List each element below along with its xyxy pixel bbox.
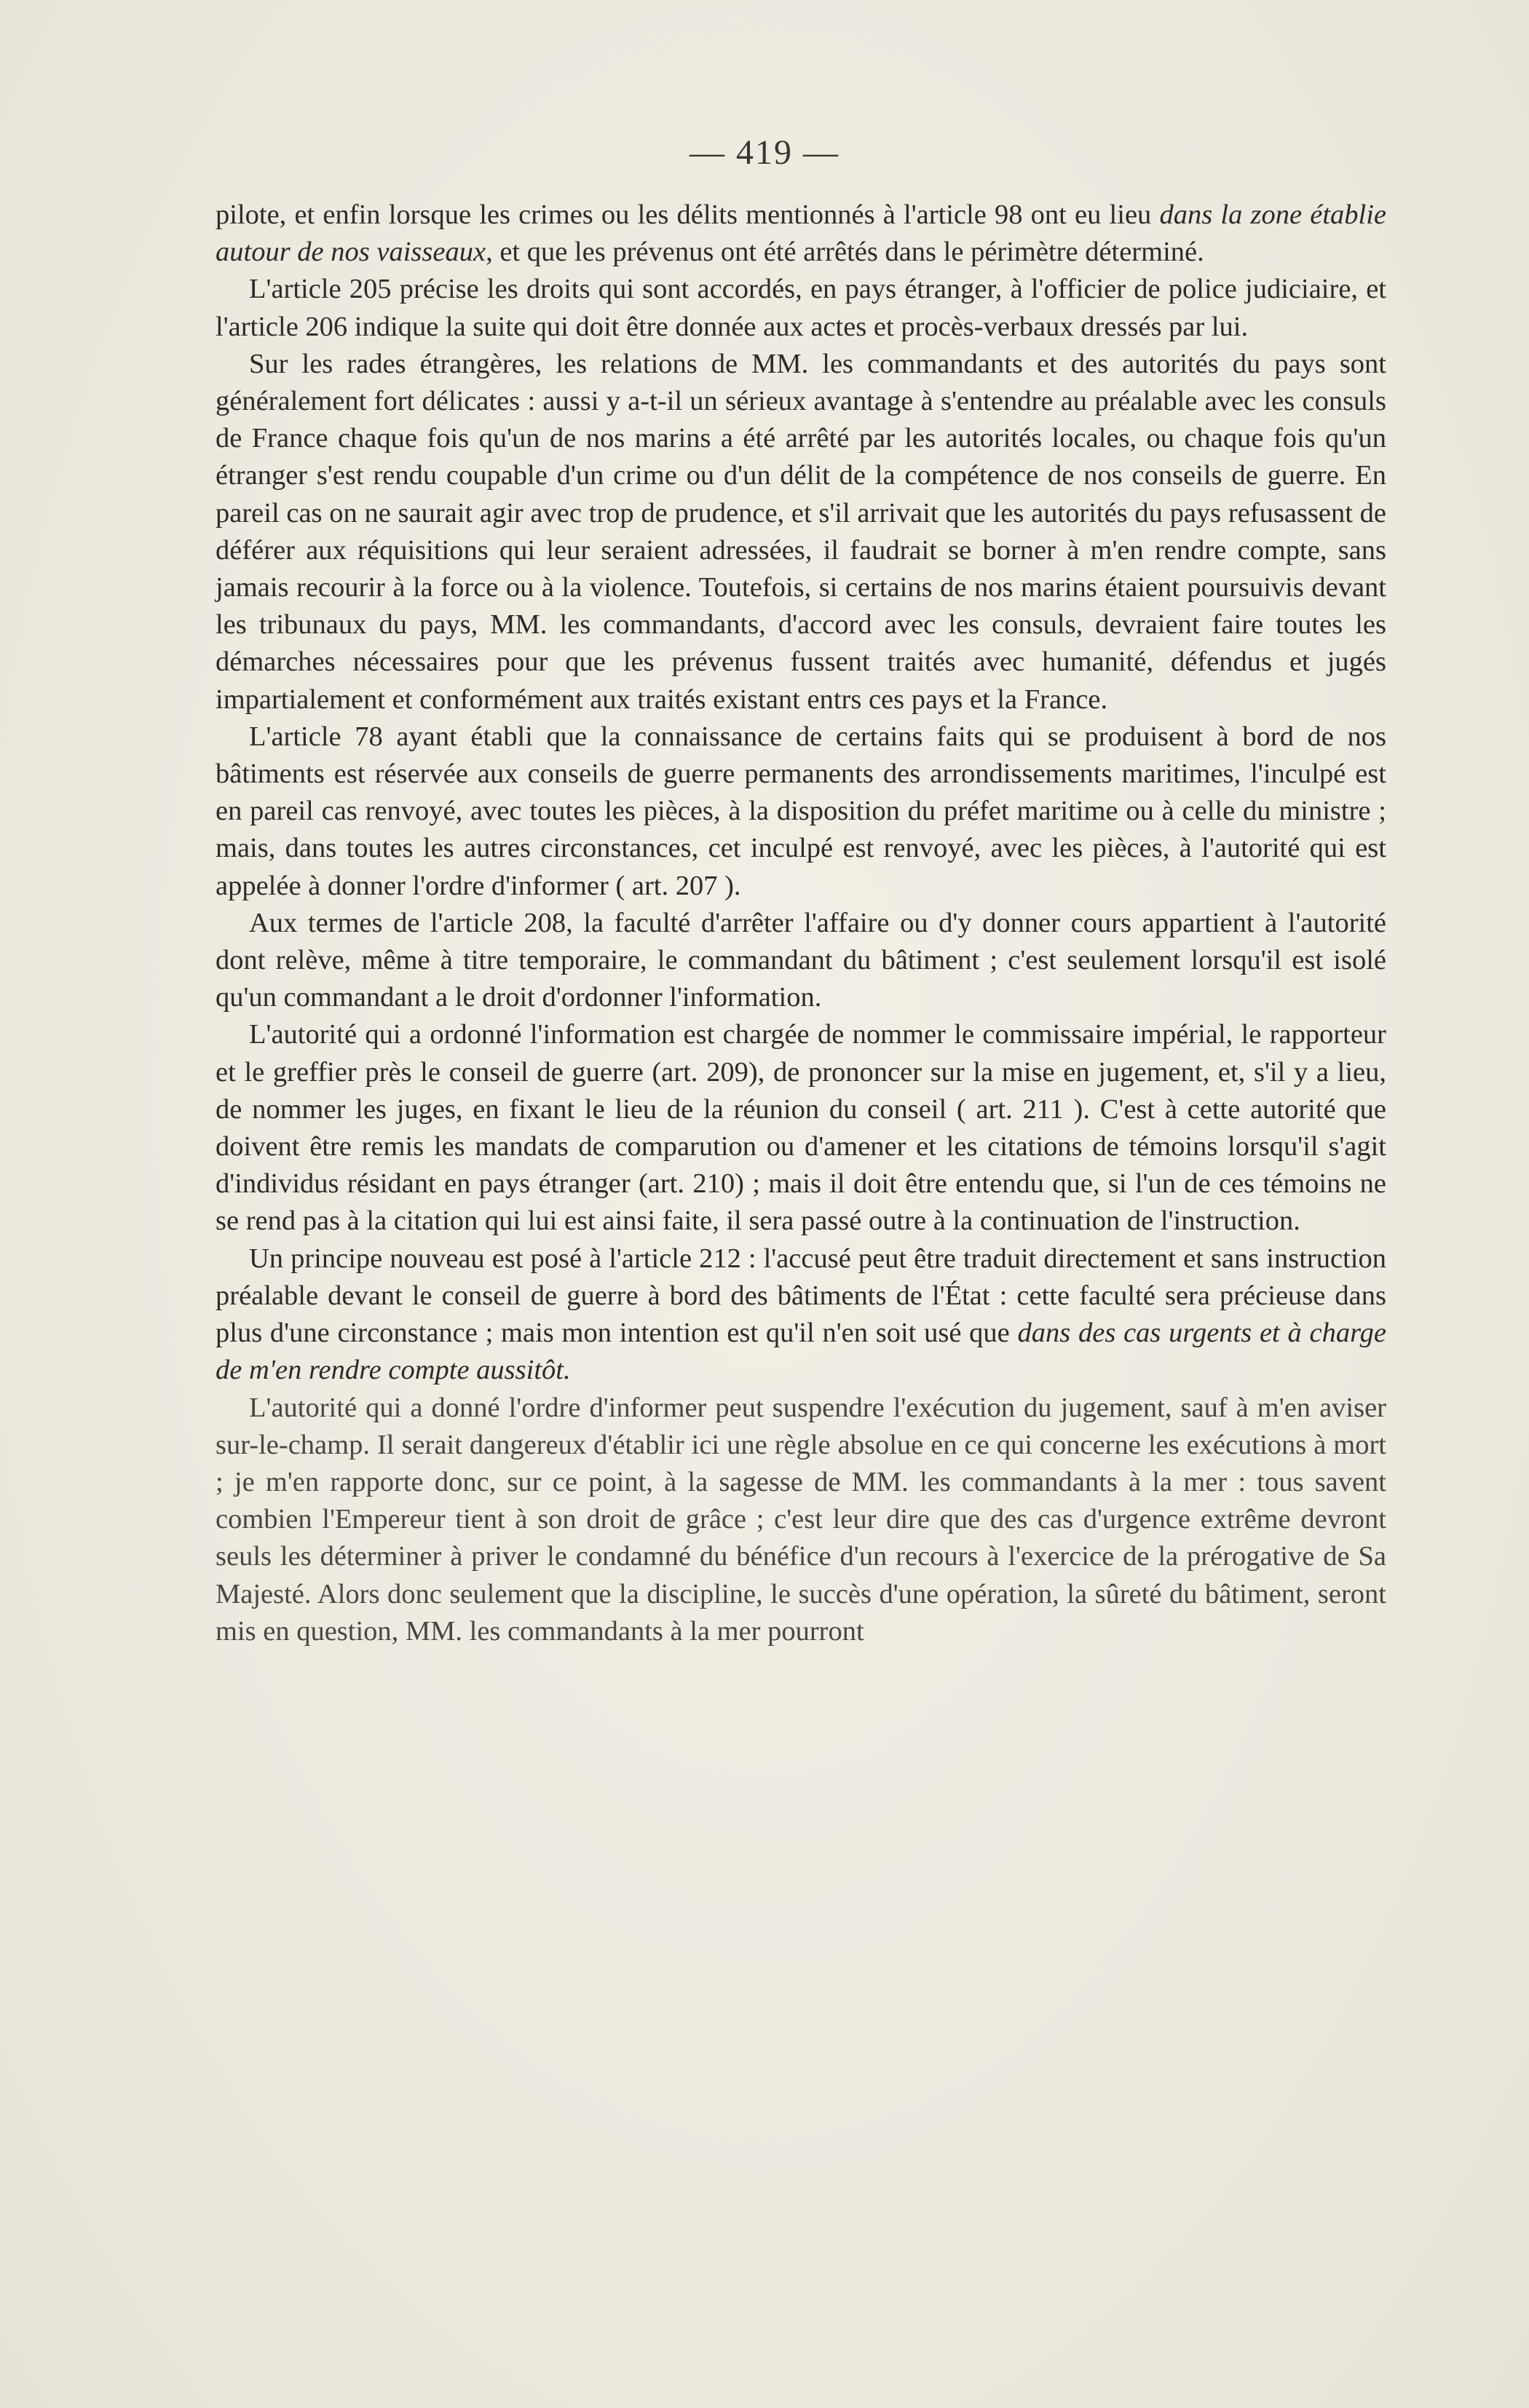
paragraph <box>216 905 1386 1017</box>
text-run: L'autorité qui a donné l'ordre d'informer peut suspendre l'exécution du jugement, sauf à m'en aviser sur-le-champ. Il serait dangereux d'établir ici une règle absolue en ce qui concerne les exécutions à mort ; je m'en rapporte donc, sur ce point, à la sagesse de MM. les commandants à la mer : tous savent combien l'Empereur tient à son droit de grâce ; c'est leur dire que des cas d'urgence extrême devront seuls les déterminer à priver le condamné du bénéfice d'un recours à l'exercice de la prérogative de Sa Majesté. Alors donc seulement que la discipline, le succès d'une opération, la sûreté du bâtiment, seront mis en question, MM. les commandants à la mer pourront <box>216 1392 1386 1647</box>
paragraph <box>216 197 1386 271</box>
text-run: Un principe nouveau est posé à l'article 212 : l'accusé peut être traduit directement et sans instruction préalable devant le conseil de guerre à bord des bâtiments de l'État : cette faculté sera précieuse dans plus d'une circonstance ; mais mon intention est qu'il n'en soit usé que <box>216 1243 1386 1349</box>
text-run: Sur les rades étrangères, les relations de MM. les commandants et des autorités du pays sont généralement fort délicates : aussi y a-t-il un sérieux avantage à s'entendre au préalable avec les consuls de France chaque fois qu'un de nos marins a été arrêté par les autorités locales, ou chaque fois qu'un étranger s'est rendu coupable d'un crime ou d'un délit de la compétence de nos conseils de guerre. En pareil cas on ne saurait agir avec trop de prudence, et s'il arrivait que les autorités du pays refusassent de déférer aux réquisitions qui leur seraient adressées, il faudrait se borner à m'en rendre compte, sans jamais recourir à la force ou à la violence. Toutefois, si certains de nos marins étaient poursuivis devant les tribunaux du pays, MM. les commandants, d'accord avec les consuls, devraient faire toutes les démarches nécessaires pour que les prévenus fussent traités avec humanité, défendus et jugés impartialement et conformément aux traités existant entrs ces pays et la France. <box>216 348 1386 715</box>
paragraph <box>216 1390 1386 1650</box>
body-text <box>216 197 1386 1650</box>
paragraph <box>216 346 1386 718</box>
italic-text: dans la zone établie autour de nos vaisseaux <box>216 199 1386 268</box>
text-run: pilote, et enfin lorsque les crimes ou les délits mentionnés à l'article 98 ont eu lieu <box>216 199 1160 230</box>
text-run: , et que les prévenus ont été arrêtés dans le périmètre déterminé. <box>486 237 1204 268</box>
text-run: L'article 205 précise les droits qui sont accordés, en pays étranger, à l'officier de police judiciaire, et l'article 206 indique la suite qui doit être donnée aux actes et procès-verbaux dressés par lui. <box>216 274 1386 342</box>
paragraph <box>216 1240 1386 1390</box>
paragraph <box>216 271 1386 345</box>
text-run: L'autorité qui a ordonné l'information est chargée de nommer le commissaire impérial, le rapporteur et le greffier près le conseil de guerre (art. 209), de prononcer sur la mise en jugement, et, s'il y a lieu, de nommer les juges, en fixant le lieu de la réunion du conseil ( art. 211 ). C'est à cette autorité que doivent être remis les mandats de comparution ou d'amener et les citations de témoins lorsqu'il s'agit d'individus résidant en pays étranger (art. 210) ; mais il doit être entendu que, si l'un de ces témoins ne se rend pas à la citation qui lui est ainsi faite, il sera passé outre à la continuation de l'instruction. <box>216 1019 1386 1237</box>
text-run: L'article 78 ayant établi que la connaissance de certains faits qui se produisent à bord de nos bâtiments est réservée aux conseils de guerre permanents des arrondissements maritimes, l'inculpé est en pareil cas renvoyé, avec toutes les pièces, à la disposition du préfet maritime ou à celle du ministre ; mais, dans toutes les autres circonstances, cet inculpé est renvoyé, avec les pièces, à l'autorité qui est appelée à donner l'ordre d'informer ( art. 207 ). <box>216 721 1386 901</box>
italic-text: dans des cas urgents et à charge de m'en rendre compte aussitôt. <box>216 1318 1386 1386</box>
paragraph <box>216 1016 1386 1240</box>
paragraph <box>216 718 1386 905</box>
text-run: Aux termes de l'article 208, la faculté d'arrêter l'affaire ou d'y donner cours appartient à l'autorité dont relève, même à titre temporaire, le commandant du bâtiment ; c'est seulement lorsqu'il est isolé qu'un commandant a le droit d'ordonner l'information. <box>216 907 1386 1013</box>
page-number: — 419 — <box>690 133 839 172</box>
